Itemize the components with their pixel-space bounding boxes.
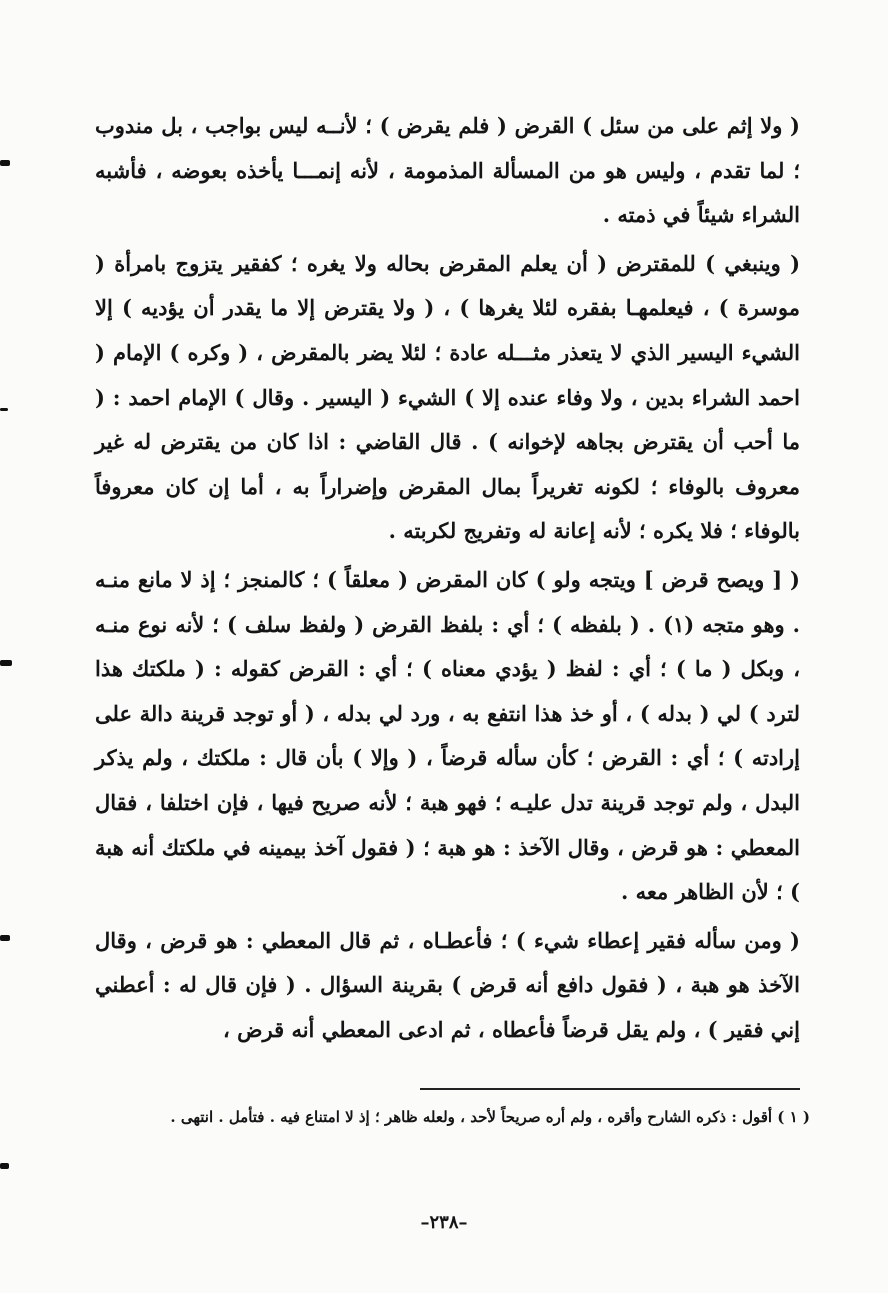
margin-mark (0, 408, 8, 411)
paragraph-loan-refusal: ( ولا إثم على من سئل ) القرض ( فلم يقرض ) ؛ لأنــه ليس بواجب ، بل مندوب ؛ لما تقدم ، وليس هو من المسألة المذمومة ، لأنه إنمـــا يأخذه بعوضه ، فأشبه الشراء شيئاً في ذمته . (95, 113, 800, 228)
footnote-divider (420, 1088, 800, 1090)
paragraph-poor-request: ( ومن سأله فقير إعطاء شيء ) ؛ فأعطـاه ، ثم قال المعطي : هو قرض ، وقال الآخذ هو هبة ، ( فقول دافع أنه قرض ) بقرينة السؤال . ( فإن قال له : أعطني إني فقير ) ، ولم يقل قرضاً فأعطاه ، ثم ادعى المعطي أنه قرض ، (95, 927, 800, 1042)
margin-mark (0, 160, 10, 166)
margin-mark (0, 1163, 9, 1169)
paragraph-borrower-disclosure: ( وينبغي ) للمقترض ( أن يعلم المقرض بحاله ولا يغره ؛ كفقير يتزوج بامرأة ( موسرة ) ، فيعلمهـا بفقره لئلا يغرها ) ، ( ولا يقترض إلا ما يقدر أن يؤديه ) إلا الشيء اليسير الذي لا يتعذر مثـــله عادة ؛ لئلا يضر بالمقرض ، ( وكره ) الإمام ( احمد الشراء بدين ، ولا وفاء عنده إلا ) الشيء ( اليسير . وقال ) الإمام احمد : ( ما أحب أن يقترض بجاهه لإخوانه ) . قال القاضي : اذا كان من يقترض له غير معروف بالوفاء ؛ لكونه تغريراً بمال المقرض وإضراراً به ، أما إن كان معروفاً بالوفاء ؛ فلا يكره ؛ لأنه إعانة له وتفريج لكربته . (95, 250, 800, 544)
footnote: ( ١ ) أقول : ذكره الشارح وأقره ، ولم أره صريحاً لأحد ، ولعله ظاهر ؛ إذ لا امتناع فيه . فتأمل . انتهى . (170, 1108, 810, 1126)
margin-mark (0, 935, 10, 941)
main-text (95, 104, 800, 1052)
page-number: –٢٣٨– (420, 1212, 468, 1233)
paragraph-loan-wording: ( [ ويصح قرض ] ويتجه ولو ) كان المقرض ( معلقاً ) ؛ كالمنجز ؛ إذ لا مانع منـه . وهو متجه (١) . ( بلفظه ) ؛ أي : بلفظ القرض ( ولفظ سلف ) ؛ لأنه نوع منـه ، وبكل ( ما ) ؛ أي : لفظ ( يؤدي معناه ) ؛ أي : القرض كقوله : ( ملكتك هذا لترد ) لي ( بدله ) ، أو خذ هذا انتفع به ، ورد لي بدله ، ( أو توجد قرينة دالة على إرادته ) ؛ أي : القرض ؛ كأن سأله قرضاً ، ( وإلا ) بأن قال : ملكتك ، ولم يذكر البدل ، ولم توجد قرينة تدل عليـه ؛ فهو هبة ؛ لأنه صريح فيها ، فإن اختلفا ، فقال المعطي : هو قرض ، وقال الآخذ : هو هبة ؛ ( فقول آخذ بيمينه في ملكتك أنه هبة ) ؛ لأن الظاهر معه . (95, 566, 800, 905)
margin-mark (0, 660, 12, 666)
